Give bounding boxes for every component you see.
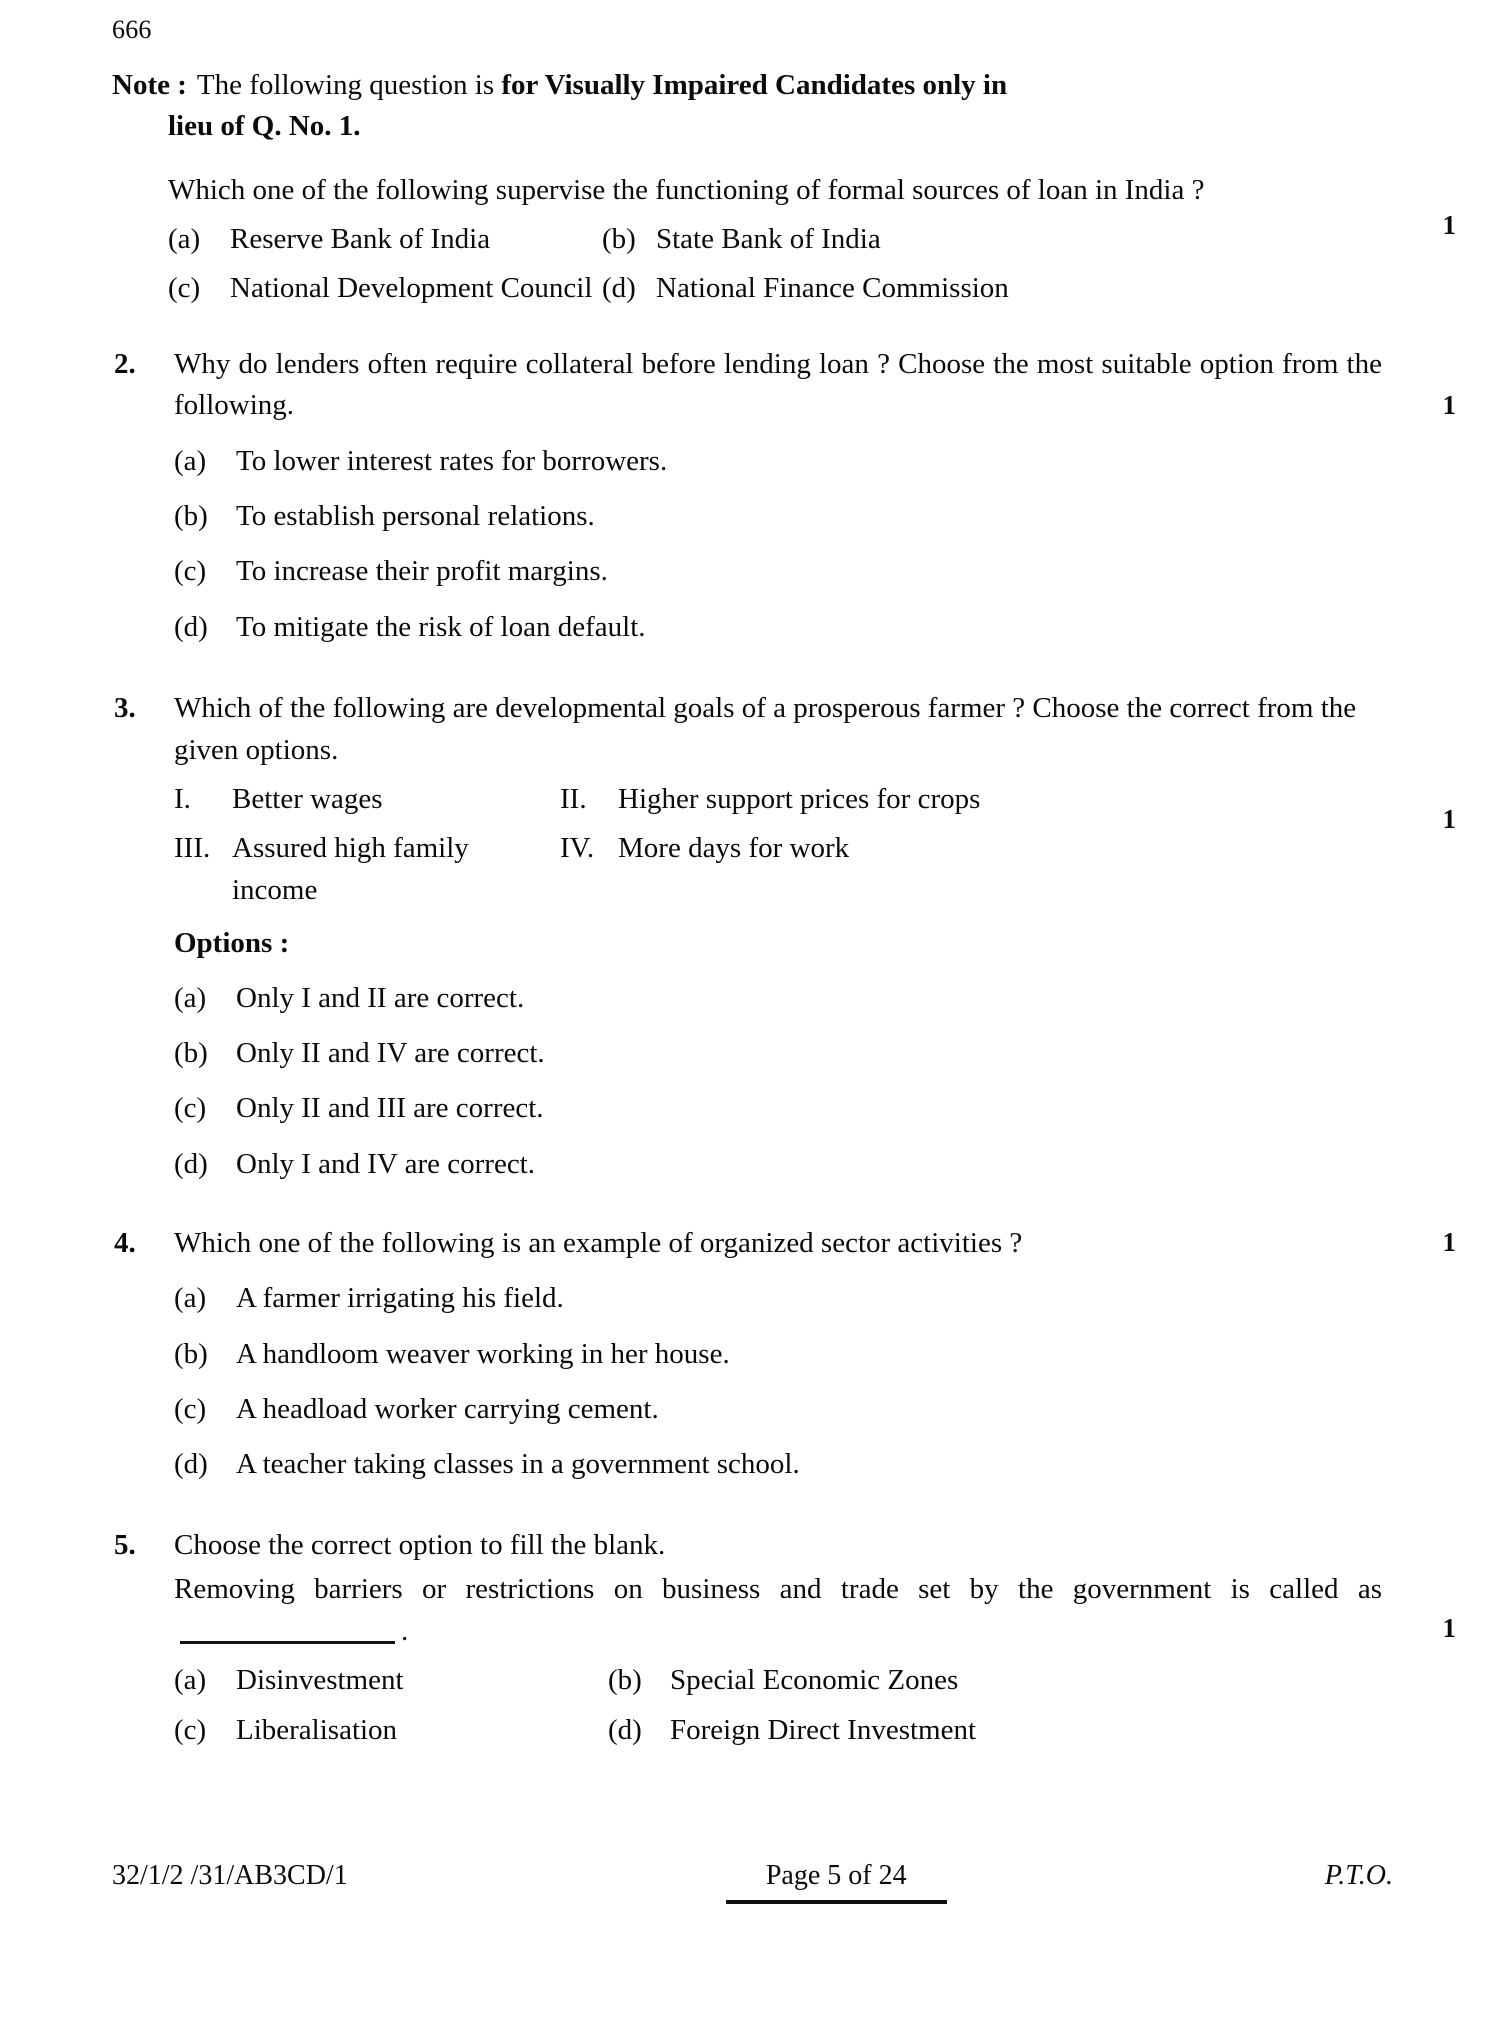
option-tag: (d) xyxy=(602,272,636,305)
option-a[interactable] xyxy=(174,441,1382,482)
question-number: 5. xyxy=(114,1529,136,1562)
footer-page-label: Page 5 of 24 xyxy=(765,1860,907,1891)
option-tag: (a) xyxy=(174,1664,207,1697)
note-continuation: lieu of Q. No. 1. xyxy=(168,110,361,143)
option-row xyxy=(174,1710,1382,1751)
option-tag: (b) xyxy=(608,1664,642,1697)
option-label: A handloom weaver working in her house. xyxy=(236,1337,730,1370)
option-d[interactable] xyxy=(602,268,1009,309)
option-label: Only II and III are correct. xyxy=(236,1092,544,1125)
option-label: A headload worker carrying cement. xyxy=(236,1392,659,1425)
roman-tag: II. xyxy=(560,783,587,816)
option-tag: (b) xyxy=(174,1337,208,1370)
option-label: Only II and IV are correct. xyxy=(236,1037,545,1070)
question-4 xyxy=(112,1223,1456,1485)
option-c[interactable] xyxy=(174,1389,1382,1430)
option-tag: (b) xyxy=(602,223,636,256)
option-b[interactable] xyxy=(174,1334,1382,1375)
option-d[interactable] xyxy=(174,1444,1382,1485)
question-number: 4. xyxy=(114,1226,136,1259)
option-tag: (a) xyxy=(174,445,207,478)
roman-item-iii xyxy=(174,828,560,910)
roman-tag: IV. xyxy=(560,832,595,865)
option-label: National Development Council xyxy=(230,272,593,305)
question-marks: 1 xyxy=(1442,1613,1456,1644)
question-text: Choose the correct option to fill the blank. xyxy=(174,1529,666,1562)
question-3 xyxy=(112,688,1456,1185)
option-row xyxy=(174,1660,1382,1701)
option-label: Liberalisation xyxy=(236,1713,398,1746)
option-tag: (c) xyxy=(174,555,207,588)
option-c[interactable] xyxy=(174,1710,608,1751)
footer-rule xyxy=(726,1900,947,1904)
question-fill-text xyxy=(174,1569,1382,1653)
option-row xyxy=(168,268,1382,309)
note-block xyxy=(112,65,1382,106)
option-label: Reserve Bank of India xyxy=(230,223,491,256)
question-3-options xyxy=(174,978,1382,1185)
fill-text-before: Removing barriers or restrictions on business and trade set by the government is called as xyxy=(174,1572,1382,1605)
option-label: Disinvestment xyxy=(236,1664,404,1697)
option-label: Special Economic Zones xyxy=(670,1664,959,1697)
question-5 xyxy=(112,1525,1456,1751)
option-a[interactable] xyxy=(174,1660,608,1701)
note-text xyxy=(197,65,1382,106)
option-b[interactable] xyxy=(602,219,881,260)
option-tag: (d) xyxy=(174,1447,208,1480)
paper-code: 666 xyxy=(112,15,152,44)
option-label: Only I and II are correct. xyxy=(236,982,525,1014)
vi-question-marks: 1 xyxy=(1442,209,1456,240)
vi-question-text: Which one of the following supervise the functioning of formal sources of loan in India ? xyxy=(168,173,1205,206)
option-label: A teacher taking classes in a government school. xyxy=(236,1447,800,1480)
roman-label: More days for work xyxy=(618,832,850,865)
question-number: 2. xyxy=(114,347,136,380)
option-tag: (c) xyxy=(174,1092,207,1125)
option-tag: (b) xyxy=(174,1037,208,1070)
option-tag: (a) xyxy=(174,982,207,1014)
roman-label: Higher support prices for crops xyxy=(618,783,981,816)
option-tag: (c) xyxy=(174,1392,207,1425)
roman-row-2 xyxy=(174,828,1382,910)
question-marks: 1 xyxy=(1442,389,1456,420)
option-b[interactable] xyxy=(174,1033,1382,1074)
option-label: To increase their profit margins. xyxy=(236,555,608,588)
option-tag: (d) xyxy=(174,1147,208,1180)
question-2 xyxy=(112,344,1456,648)
option-label: National Finance Commission xyxy=(656,272,1009,305)
option-label: A farmer irrigating his field. xyxy=(236,1282,564,1315)
roman-label: Assured high family income xyxy=(232,832,469,906)
note-text-bold: for Visually Impaired Candidates only in xyxy=(501,69,1008,102)
footer-paper-code: 32/1/2 /31/AB3CD/1 xyxy=(112,1860,348,1891)
roman-row-1 xyxy=(174,779,1382,820)
option-tag: (d) xyxy=(174,610,208,643)
question-text: Why do lenders often require collateral before lending loan ? Choose the most suitable option from the following. xyxy=(174,347,1382,422)
option-b[interactable] xyxy=(174,496,1382,537)
question-number: 3. xyxy=(114,691,136,724)
option-d[interactable] xyxy=(174,1144,1382,1185)
option-c[interactable] xyxy=(174,551,1382,592)
vi-question xyxy=(168,170,1456,310)
page-footer xyxy=(112,1860,1393,1904)
roman-item-i xyxy=(174,779,560,820)
option-label: State Bank of India xyxy=(656,223,881,256)
question-marks: 1 xyxy=(1442,1226,1456,1257)
question-text: Which one of the following is an example of organized sector activities ? xyxy=(174,1226,1023,1259)
option-a[interactable] xyxy=(174,978,1382,1019)
option-tag: (a) xyxy=(168,223,201,256)
option-label: To mitigate the risk of loan default. xyxy=(236,610,646,643)
option-label: Foreign Direct Investment xyxy=(670,1713,977,1746)
footer-pto: P.T.O. xyxy=(1324,1860,1393,1891)
page-content xyxy=(112,14,1456,1751)
option-d[interactable] xyxy=(608,1710,976,1751)
option-label: To establish personal relations. xyxy=(236,500,595,533)
option-c[interactable] xyxy=(174,1088,1382,1129)
vi-question-options xyxy=(168,219,1382,309)
option-label: To lower interest rates for borrowers. xyxy=(236,445,668,478)
option-label: Only I and IV are correct. xyxy=(236,1147,535,1180)
option-a[interactable] xyxy=(168,219,602,260)
roman-tag: III. xyxy=(174,832,211,865)
roman-label: Better wages xyxy=(232,783,383,816)
option-row xyxy=(168,219,1382,260)
fill-text-after: . xyxy=(401,1614,409,1647)
options-label: Options : xyxy=(174,926,290,959)
roman-tag: I. xyxy=(174,783,191,816)
option-tag: (a) xyxy=(174,1282,207,1315)
footer-page-number xyxy=(726,1860,947,1904)
option-tag: (b) xyxy=(174,500,208,533)
option-c[interactable] xyxy=(168,268,602,309)
roman-item-iv xyxy=(560,828,849,869)
question-5-options xyxy=(174,1660,1382,1750)
blank-input[interactable] xyxy=(180,1615,395,1644)
question-2-options xyxy=(174,441,1382,648)
note-label: Note : xyxy=(112,69,187,102)
question-4-options xyxy=(174,1278,1382,1485)
note-text-plain: The following question is xyxy=(196,69,502,102)
option-b[interactable] xyxy=(608,1660,958,1701)
option-tag: (c) xyxy=(168,272,201,305)
question-text: Which of the following are developmental goals of a prosperous farmer ? Choose the correct from the given options. xyxy=(174,691,1357,766)
question-marks: 1 xyxy=(1442,803,1456,834)
option-tag: (d) xyxy=(608,1713,642,1746)
option-tag: (c) xyxy=(174,1713,207,1746)
option-d[interactable] xyxy=(174,607,1382,648)
roman-item-ii xyxy=(560,779,980,820)
option-a[interactable] xyxy=(174,1278,1382,1319)
